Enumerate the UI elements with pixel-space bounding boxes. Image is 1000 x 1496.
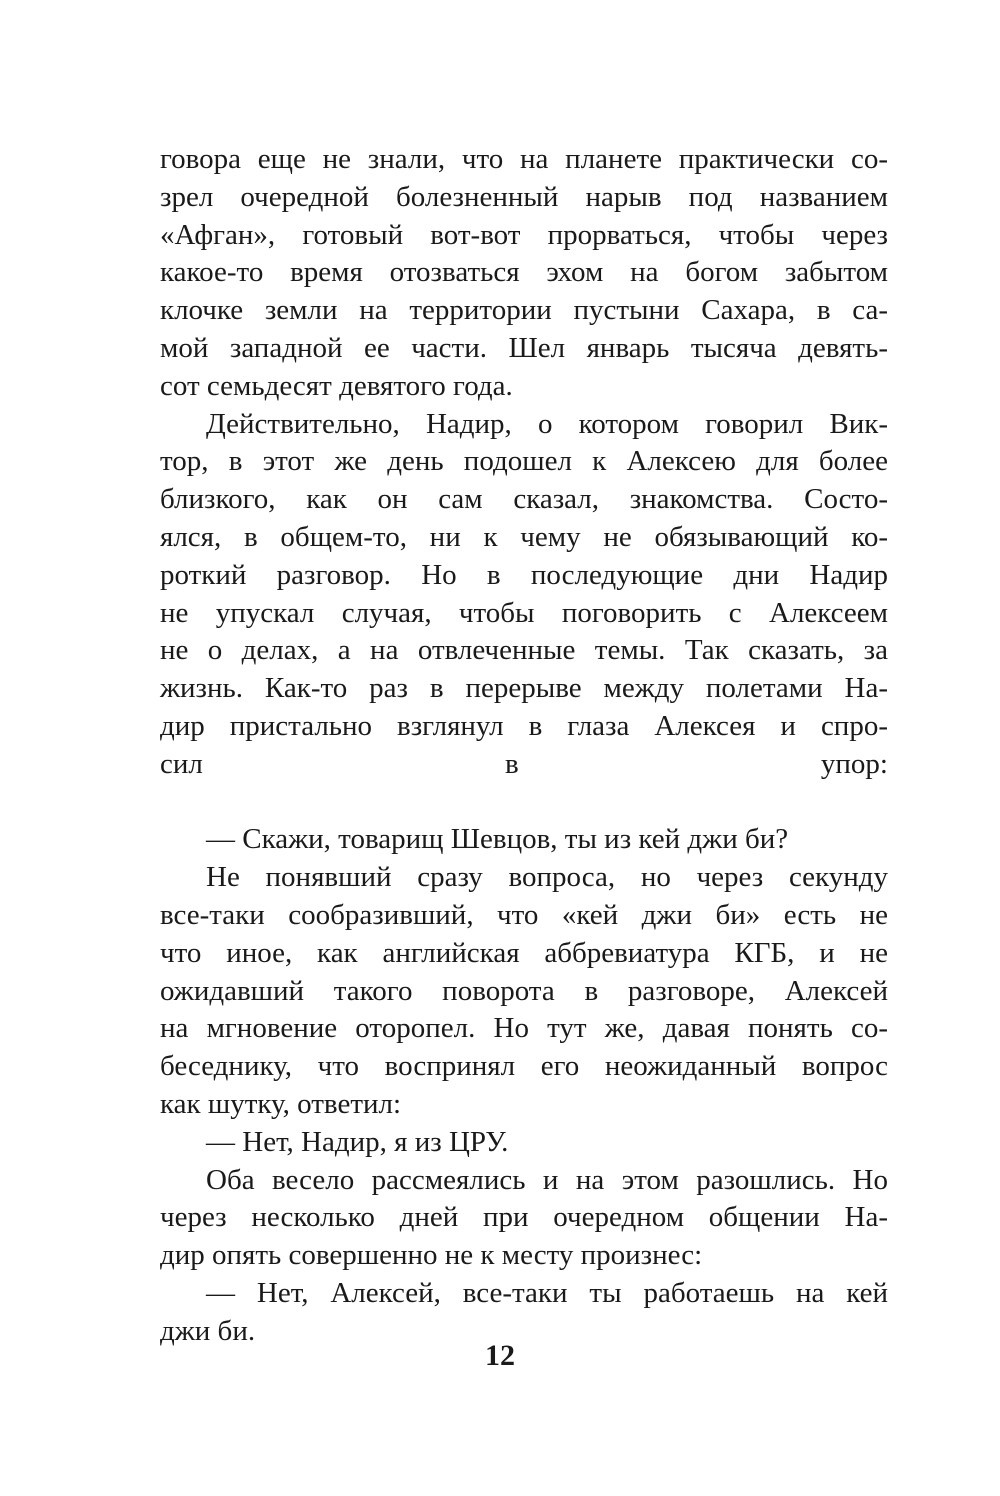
dialogue-line: джи би. [160, 1314, 256, 1347]
text-line: все-таки сообразивший, что «кей джи би» есть не [160, 898, 888, 931]
text-line: дир опять совершенно не к месту произнес: [160, 1239, 703, 1272]
text-line: мой западной ее части. Шел январь тысяча девять- [160, 331, 888, 364]
text-line: дир пристально взглянул в глаза Алексея и спро- [160, 709, 888, 742]
text-line [160, 784, 888, 822]
dialogue-line: — Нет, Надир, я из ЦРУ. [206, 1125, 509, 1158]
text-line: клочке земли на территории пустыни Сахара, в са- [160, 294, 888, 327]
text-line: Действительно, Надир, о котором говорил Вик- [206, 407, 888, 440]
dialogue-line: — Нет, Алексей, все-таки ты работаешь на кей [206, 1276, 888, 1309]
text-line: ожидавший такого поворота в разговоре, Алексей [160, 974, 888, 1007]
text-line: как шутку, ответил: [160, 1087, 402, 1120]
dialogue-line: — Скажи, товарищ Шевцов, ты из кей джи би? [206, 823, 789, 856]
text-line: какое-то время отозваться эхом на богом забытом [160, 256, 888, 289]
text-line: сот семьдесят девятого года. [160, 369, 513, 402]
text-line: через несколько дней при очередном общении На- [160, 1201, 888, 1234]
text-line: не упускал случая, чтобы поговорить с Алексеем [160, 596, 888, 629]
text-line: близкого, как он сам сказал, знакомства. Состо- [160, 483, 888, 516]
text-line: не о делах, а на отвлеченные темы. Так сказать, за [160, 634, 888, 667]
text-line: Оба весело рассмеялись и на этом разошлись. Но [206, 1163, 888, 1196]
body-text [160, 141, 888, 1351]
text-line: жизнь. Как-то раз в перерыве между полетами На- [160, 672, 888, 705]
text-line: сил в упор: [160, 747, 888, 780]
text-line: «Афган», готовый вот-вот прорваться, чтобы через [160, 218, 888, 251]
text-line: роткий разговор. Но в последующие дни Надир [160, 558, 888, 591]
text-line: тор, в этот же день подошел к Алексею для более [160, 445, 888, 478]
text-line: говора еще не знали, что на планете практически со- [160, 143, 888, 175]
text-line: Не понявший сразу вопроса, но через секунду [206, 861, 888, 894]
text-line: беседнику, что воспринял его неожиданный вопрос [160, 1050, 888, 1083]
page-number: 12 [485, 1339, 515, 1372]
text-line: ялся, в общем-то, ни к чему не обязывающий ко- [160, 520, 888, 553]
text-line: зрел очередной болезненный нарыв под названием [160, 180, 888, 213]
text-line: на мгновение оторопел. Но тут же, давая понять со- [160, 1012, 888, 1045]
text-line: что иное, как английская аббревиатура КГБ, и не [160, 936, 888, 969]
